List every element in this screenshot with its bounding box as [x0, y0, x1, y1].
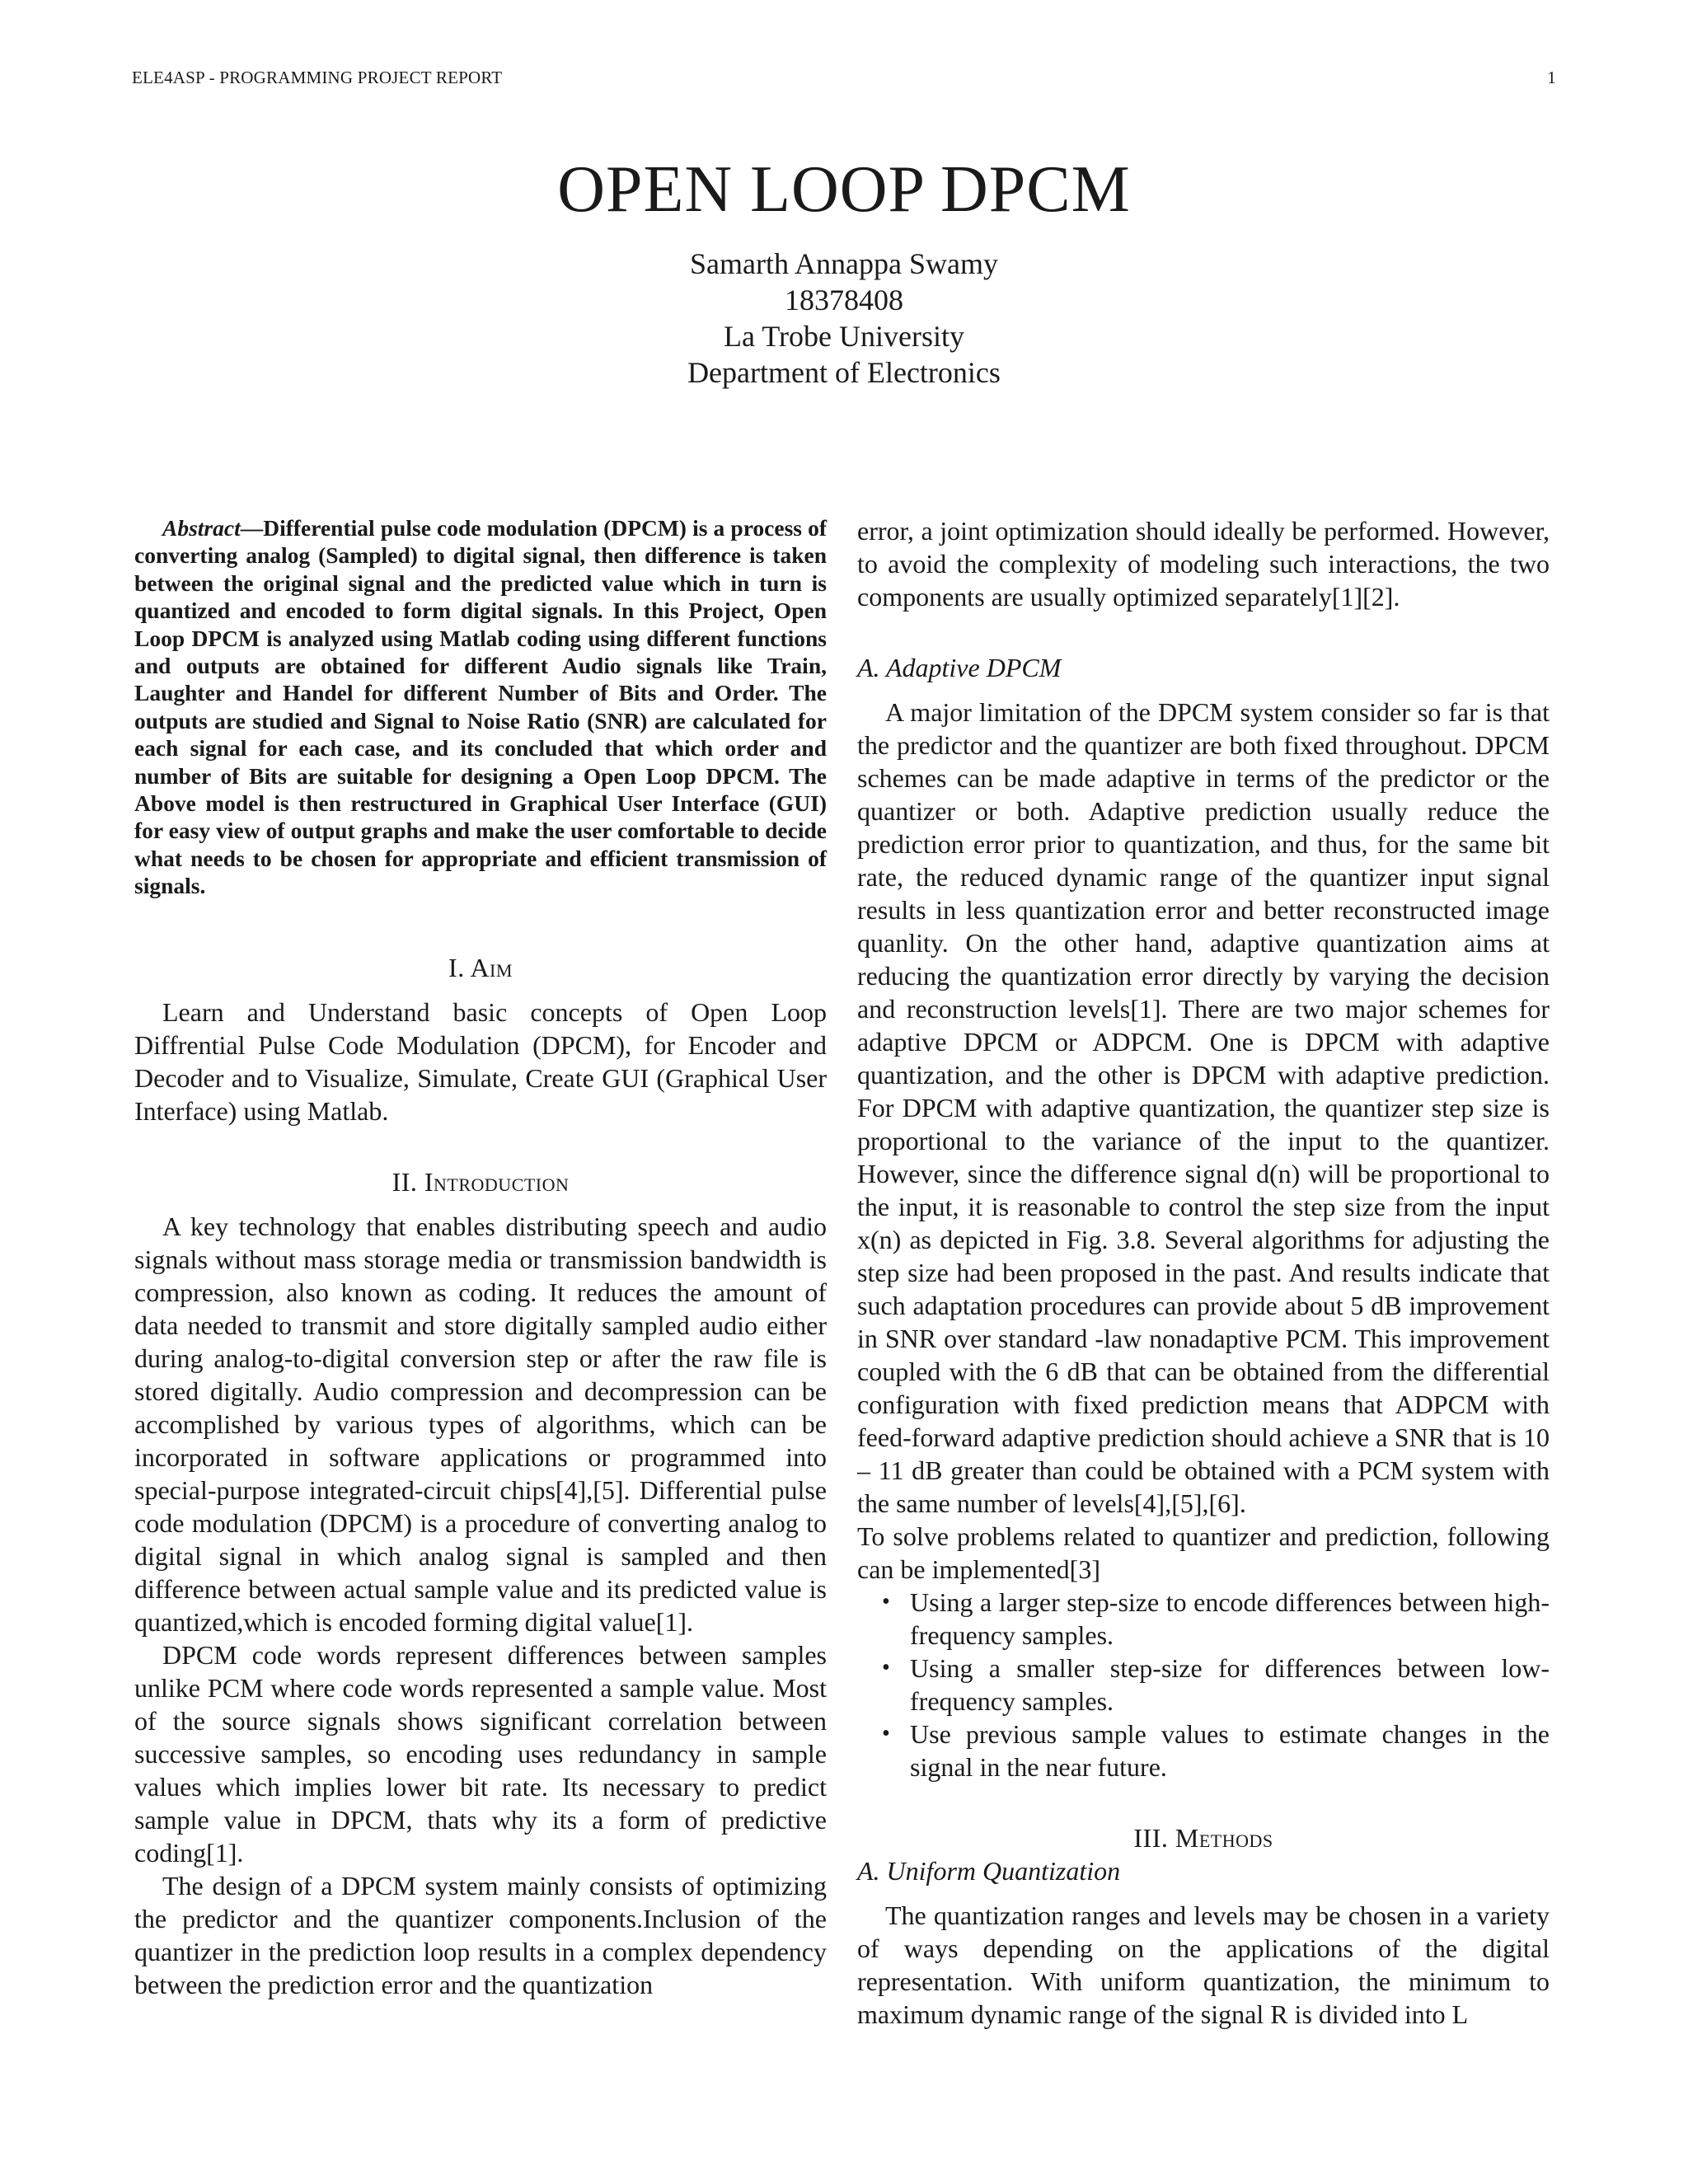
list-item	[882, 1652, 1550, 1718]
running-header	[132, 68, 1556, 101]
intro-paragraph-1: A key technology that enables distributing speech and audio signals without mass storage media or transmission bandwidth is compression, also known as coding. It reduces the amount of data needed to transmit and store digitally sampled audio either during analog-to-digital conversion step or after the raw file is stored digitally. Audio compression and decompression can be accomplished by various types of algorithms, which can be incorporated in software applications or programmed into special-purpose integrated-circuit chips[4],[5]. Differential pulse code modulation (DPCM) is a procedure of converting analog to digital signal in which analog signal is sampled and then difference between actual sample value and its predicted value is quantized,which is encoded forming digital value[1].	[134, 1211, 827, 1637]
university: La Trobe University	[724, 320, 964, 353]
abstract-dash: —	[240, 515, 264, 541]
running-title: ELE4ASP - PROGRAMMING PROJECT REPORT	[132, 68, 503, 87]
abstract-text: Differential pulse code modulation (DPCM) is a process of converting analog (Sampled) to digital signal, then difference is taken between the original signal and the predicted value which in turn is quantized and encoded to form digital signals. In this Project, Open Loop DPCM is analyzed using Matlab coding using different functions and outputs are obtained for different Audio signals like Train, Laughter and Handel for different Number of Bits and Order. The outputs are studied and Signal to Noise Ratio (SNR) are calculated for each signal for each case, and its concluded that which order and number of Bits are suitable for designing a Open Loop DPCM. The Above model is then restructured in Graphical User Interface (GUI) for easy view of output graphs and make the user comfortable to decide what needs to be chosen for appropriate and efficient transmission of signals.	[134, 515, 827, 899]
adaptive-dpcm-paragraph-2: To solve problems related to quantizer and prediction, following can be implemented[3]	[857, 1521, 1550, 1584]
aim-paragraph: Learn and Understand basic concepts of Open Loop Diffrential Pulse Code Modulation (DPCM), for Encoder and Decoder and to Visualize, Simulate, Create GUI (Graphical User Interface) using Matlab.	[134, 996, 827, 1126]
bullet-icon: •	[882, 1721, 890, 1746]
intro-paragraph-3-continued: error, a joint optimization should ideally be performed. However, to avoid the complexity of modeling such interactions, the two components are usually optimized separately[1][2].	[857, 516, 1550, 612]
bullet-text: Using a larger step-size to encode differences between high-frequency samples.	[910, 1587, 1550, 1650]
abstract-label: Abstract	[162, 515, 241, 541]
bullet-icon: •	[882, 1655, 890, 1680]
bullet-text: Use previous sample values to estimate changes in the signal in the near future.	[910, 1719, 1550, 1782]
intro-paragraph-3: The design of a DPCM system mainly consists of optimizing the predictor and the quantizer components.Inclusion of the quantizer in the prediction loop results in a complex dependency between the prediction error and the quantization	[134, 1870, 827, 1999]
list-item	[882, 1718, 1550, 1783]
subsection-heading-uniform-quantization: A. Uniform Quantization	[857, 1856, 1121, 1886]
list-item	[882, 1586, 1550, 1652]
abstract	[134, 514, 827, 900]
intro-paragraph-2: DPCM code words represent differences between samples unlike PCM where code words represented a sample value. Most of the source signals shows significant correlation between successive samples, so encoding uses redundancy in sample values which implies lower bit rate. Its necessary to predict sample value in DPCM, thats why its a form of predictive coding[1].	[134, 1639, 827, 1868]
page-number: 1	[1547, 68, 1556, 87]
department: Department of Electronics	[687, 356, 1001, 389]
bullet-text: Using a smaller step-size for differences between low-frequency samples.	[910, 1653, 1550, 1716]
adaptive-dpcm-paragraph-1: A major limitation of the DPCM system consider so far is that the predictor and the quantizer are both fixed throughout. DPCM schemes can be made adaptive in terms of the predictor or the quantizer or both. Adaptive prediction usually reduce the prediction error prior to quantization, and thus, for the same bit rate, the reduced dynamic range of the quantizer input signal results in less quantization error and better reconstructed image quanlity. On the other hand, adaptive quantization aims at reducing the quantization error directly by varying the decision and reconstruction levels[1]. There are two major schemes for adaptive DPCM or ADPCM. One is DPCM with adaptive quantization, and the other is DPCM with adaptive prediction. For DPCM with adaptive quantization, the quantizer step size is proportional to the variance of the input to the quantizer. However, since the difference signal d(n) will be proportional to the input, it is reasonable to control the step size from the input x(n) as depicted in Fig. 3.8. Several algorithms for adjusting the step size had been proposed in the past. And results indicate that such adaptation procedures can provide about 5 dB improvement in SNR over standard -law nonadaptive PCM. This improvement coupled with the 6 dB that can be obtained from the differential configuration with fixed prediction means that ADPCM with feed-forward adaptive prediction should achieve a SNR that is 10 – 11 dB greater than could be obtained with a PCM system with the same number of levels[4],[5],[6].	[857, 697, 1550, 1518]
left-column	[134, 514, 827, 2001]
subsection-heading-adaptive-dpcm: A. Adaptive DPCM	[857, 653, 1062, 682]
paper-title: OPEN LOOP DPCM	[557, 153, 1131, 226]
section-heading-aim: I. Aim	[448, 952, 513, 982]
section-heading-introduction: II. Introduction	[392, 1166, 570, 1197]
right-column	[857, 514, 1550, 2031]
bullet-icon: •	[882, 1589, 890, 1615]
section-heading-methods: III. Methods	[1133, 1823, 1273, 1853]
author-block	[0, 246, 1688, 391]
adaptive-dpcm-bullet-list	[857, 1586, 1550, 1783]
author-name: Samarth Annappa Swamy	[690, 247, 998, 280]
methods-paragraph-1: The quantization ranges and levels may be chosen in a variety of ways depending on the applications of the digital representation. With uniform quantization, the minimum to maximum dynamic range of the signal R is divided into L	[857, 1900, 1550, 2029]
student-id: 18378408	[785, 284, 903, 316]
